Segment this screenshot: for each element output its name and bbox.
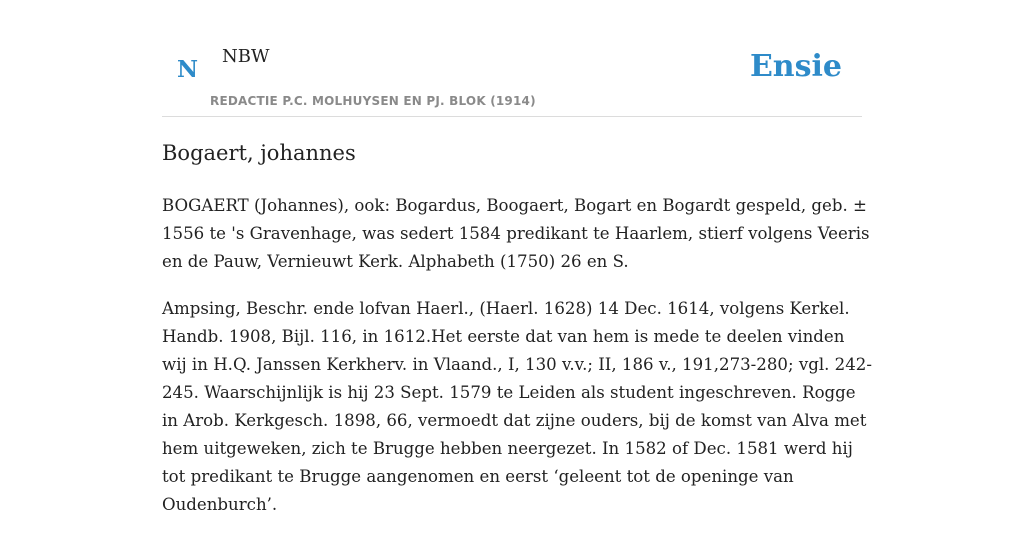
article-paragraph: BOGAERT (Johannes), ook: Bogardus, Boogaert, Bogart en Bogardt gespeld, geb. ± 1556 te 's Gravenhage, was sedert 1584 predikant te Haarlem, stierf volgens Veeris en de Pauw, Vernieuwt Kerk. Alphabeth (1750) 26 en S. (162, 196, 870, 271)
source-logo[interactable]: N (177, 56, 199, 83)
source-credit: REDACTIE P.C. MOLHUYSEN EN PJ. BLOK (1914) (210, 94, 536, 108)
article-body (162, 192, 874, 538)
source-name[interactable]: NBW (222, 46, 270, 67)
page-container (162, 0, 872, 514)
article-paragraph: Ampsing, Beschr. ende lofvan Haerl., (Haerl. 1628) 14 Dec. 1614, volgens Kerkel. Handb. 1908, Bijl. 116, in 1612.Het eerste dat van hem is mede te deelen vinden wij in H.Q. Janssen Kerkherv. in Vlaand., I, 130 v.v.; II, 186 v., 191,273-280; vgl. 242-245. Waarschijnlijk is hij 23 Sept. 1579 te Leiden als student ingeschreven. Rogge in Arob. Kerkgesch. 1898, 66, vermoedt dat zijne ouders, bij de komst van Alva met hem uitgeweken, zich te Brugge hebben neergezet. In 1582 of Dec. 1581 werd hij tot predikant te Brugge aangenomen en eerst ‘geleent tot de openinge van Oudenburch’. (162, 299, 872, 514)
brand-logo-link[interactable]: Ensie (749, 49, 842, 84)
header (162, 0, 862, 117)
article-title: Bogaert, johannes (162, 141, 356, 165)
